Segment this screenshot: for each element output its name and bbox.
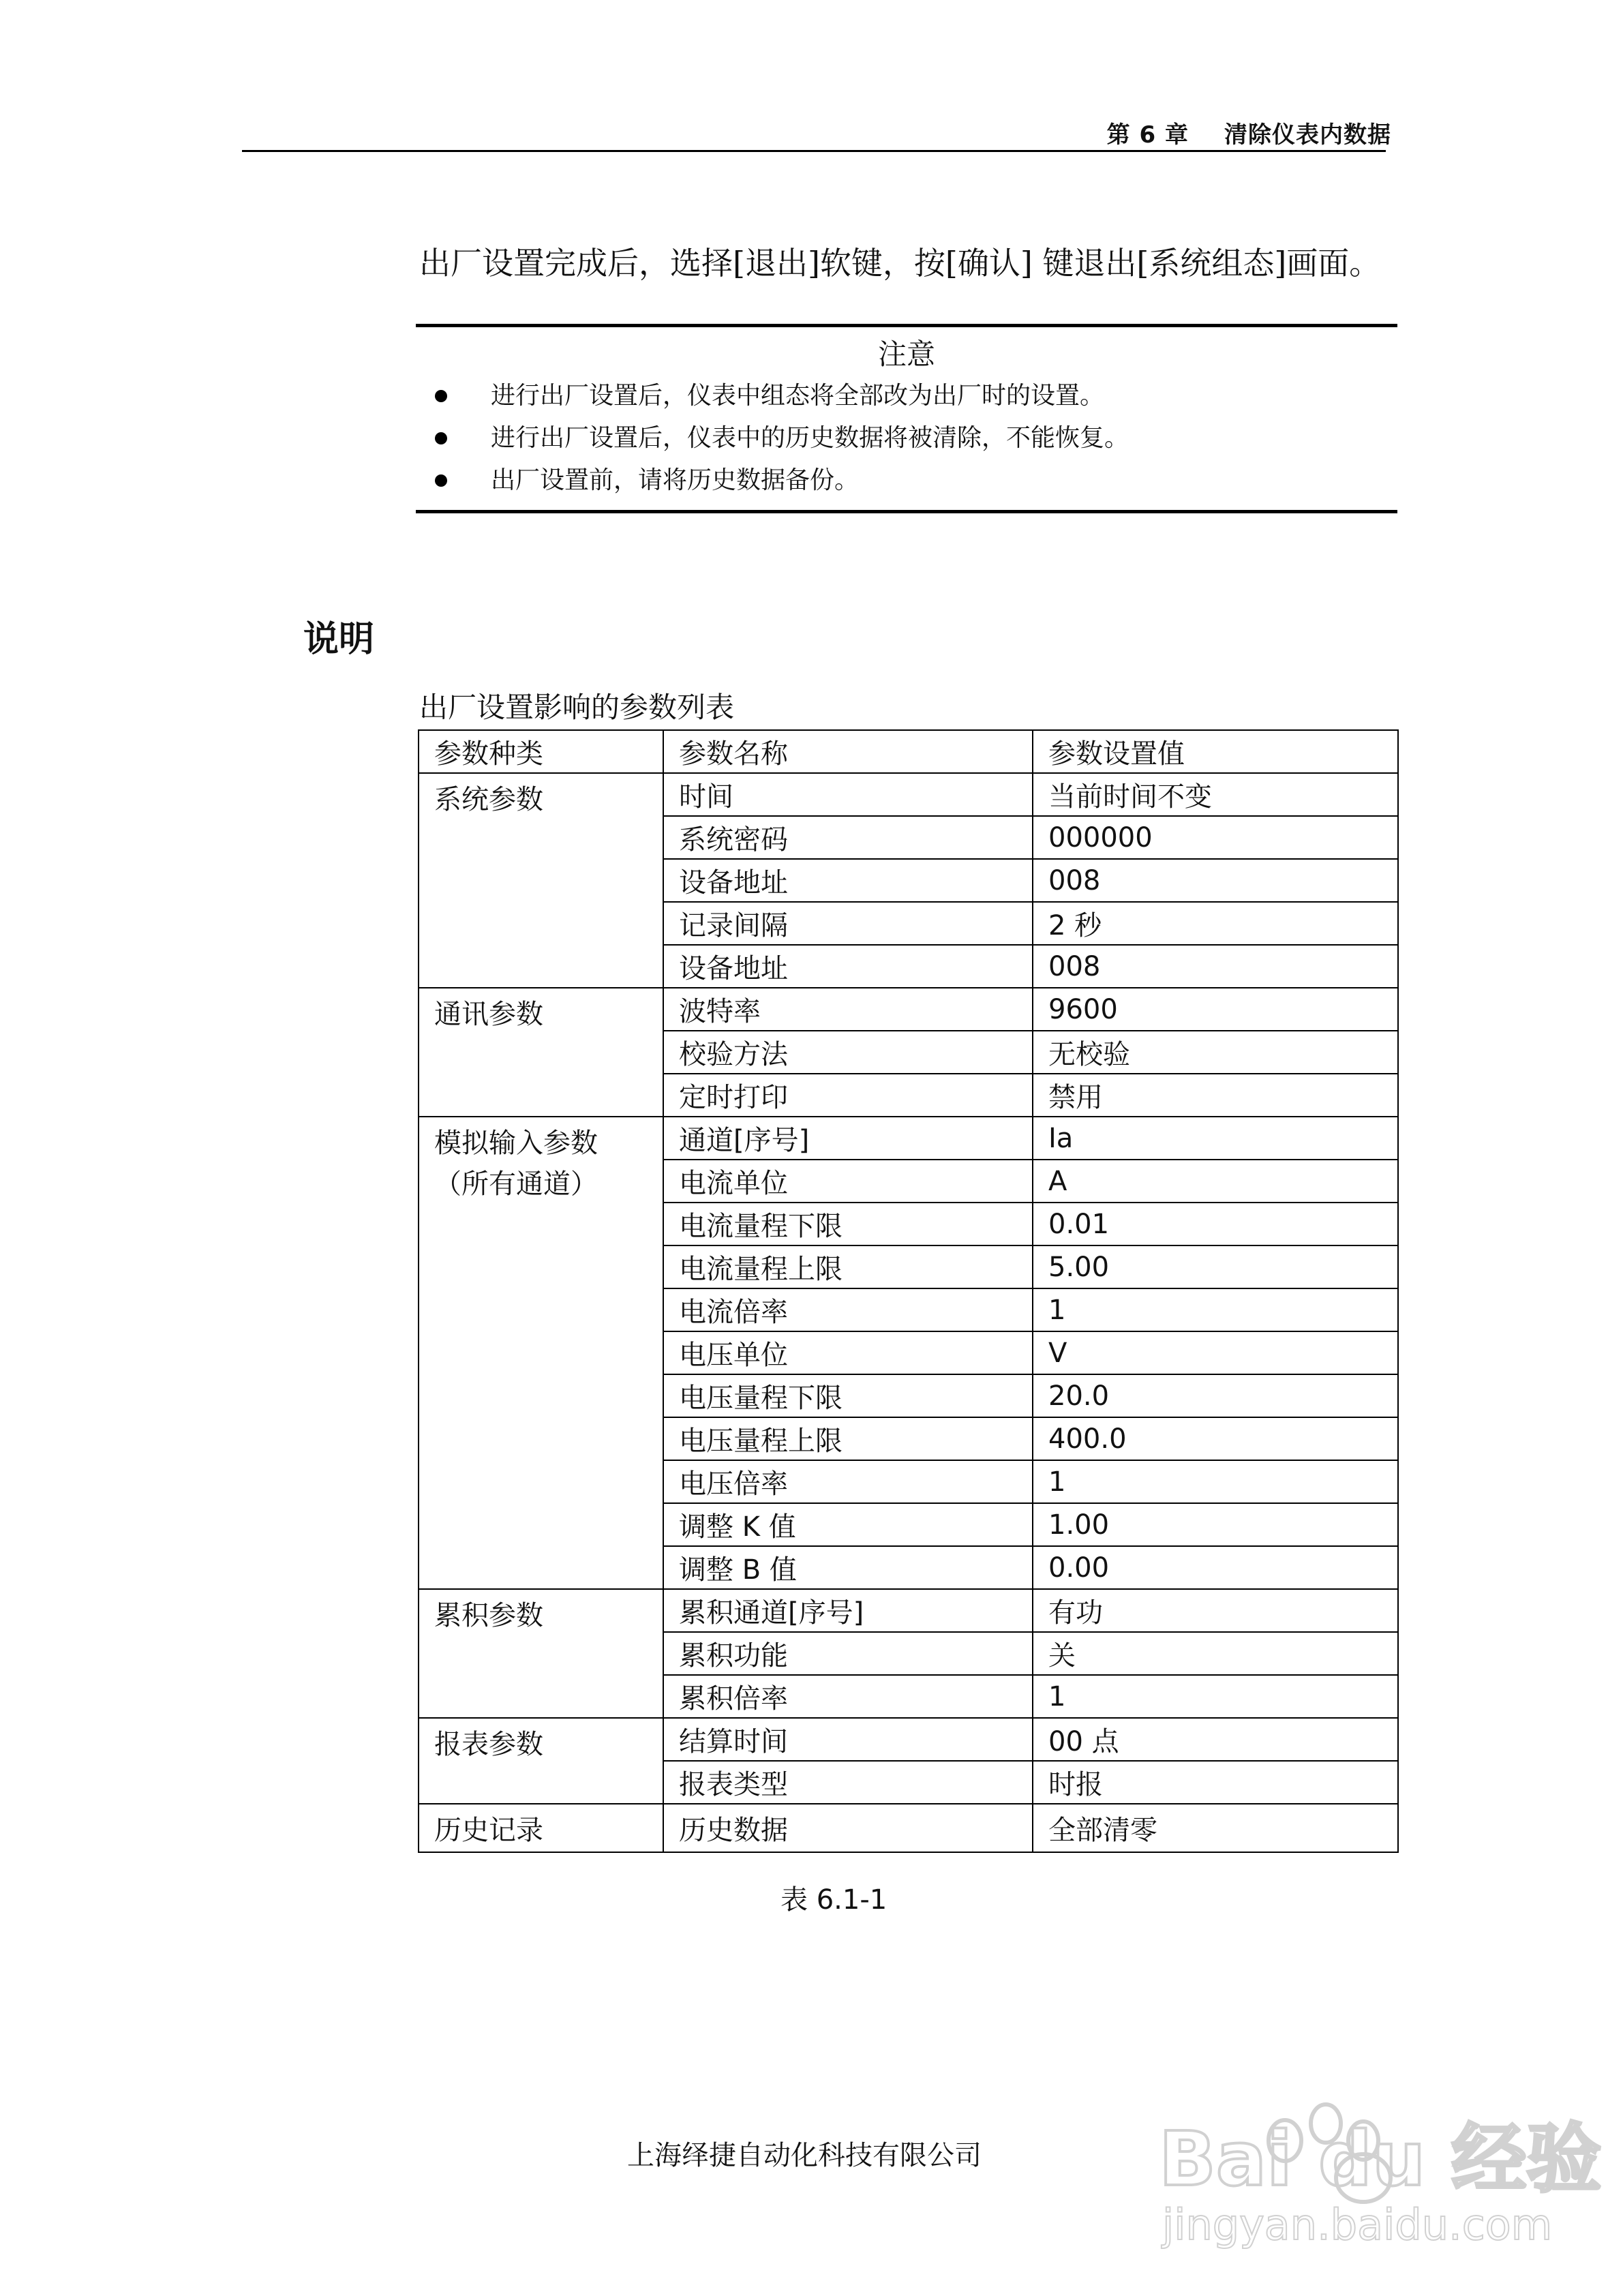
param-value-cell: V bbox=[1033, 1331, 1398, 1374]
param-value-cell: 无校验 bbox=[1033, 1031, 1398, 1074]
category-cell bbox=[419, 1589, 663, 1718]
category-label: 系统参数 bbox=[434, 784, 543, 815]
param-value-cell: 1 bbox=[1033, 1675, 1398, 1718]
note-item bbox=[416, 375, 1397, 417]
param-name-cell: 结算时间 bbox=[663, 1718, 1033, 1761]
note-box bbox=[416, 324, 1397, 513]
param-name-cell: 电流量程下限 bbox=[663, 1203, 1033, 1245]
param-value-cell: 全部清零 bbox=[1033, 1804, 1398, 1852]
category-cell bbox=[419, 1718, 663, 1804]
note-text: 出厂设置前，请将历史数据备份。 bbox=[491, 466, 860, 494]
category-label: 报表参数 bbox=[434, 1729, 543, 1760]
category-label: 历史记录 bbox=[434, 1815, 543, 1846]
param-name-cell: 记录间隔 bbox=[663, 902, 1033, 945]
table-title: 出厂设置影响的参数列表 bbox=[419, 691, 735, 724]
param-value-cell: 禁用 bbox=[1033, 1074, 1398, 1117]
param-name-cell: 校验方法 bbox=[663, 1031, 1033, 1074]
note-item bbox=[416, 417, 1397, 459]
param-value-cell: 1.00 bbox=[1033, 1503, 1398, 1546]
param-value-cell: 5.00 bbox=[1033, 1245, 1398, 1288]
param-value-cell: 00 点 bbox=[1033, 1718, 1398, 1761]
param-value-cell: 20.0 bbox=[1033, 1374, 1398, 1417]
param-name-cell: 电流单位 bbox=[663, 1160, 1033, 1203]
param-value-cell: Ia bbox=[1033, 1117, 1398, 1160]
param-value-cell: 400.0 bbox=[1033, 1417, 1398, 1460]
column-header: 参数设置值 bbox=[1033, 730, 1398, 773]
category-label: 累积参数 bbox=[434, 1600, 543, 1631]
param-name-cell: 电压倍率 bbox=[663, 1460, 1033, 1503]
param-value-cell: 2 秒 bbox=[1033, 902, 1398, 945]
category-cell bbox=[419, 988, 663, 1117]
column-header: 参数名称 bbox=[663, 730, 1033, 773]
param-value-cell: 000000 bbox=[1033, 816, 1398, 859]
table-header-row bbox=[419, 730, 1398, 773]
note-text: 进行出厂设置后，仪表中的历史数据将被清除，不能恢复。 bbox=[491, 424, 1129, 452]
param-name-cell: 设备地址 bbox=[663, 859, 1033, 902]
param-name-cell: 定时打印 bbox=[663, 1074, 1033, 1117]
bullet-icon bbox=[435, 390, 447, 402]
param-name-cell: 时间 bbox=[663, 773, 1033, 816]
section-title: 说明 bbox=[303, 619, 375, 660]
table-row bbox=[419, 1589, 1398, 1632]
param-name-cell: 电压量程下限 bbox=[663, 1374, 1033, 1417]
table-row bbox=[419, 1804, 1398, 1852]
chapter-title: 清除仪表内数据 bbox=[1224, 121, 1391, 149]
column-header: 参数种类 bbox=[419, 730, 663, 773]
param-value-cell: 0.00 bbox=[1033, 1546, 1398, 1589]
param-name-cell: 电压量程上限 bbox=[663, 1417, 1033, 1460]
parameter-table bbox=[418, 729, 1399, 1853]
table-row bbox=[419, 1117, 1398, 1160]
watermark-brand: Bai du 经验 bbox=[1159, 2115, 1602, 2203]
note-title: 注意 bbox=[877, 337, 935, 371]
param-value-cell: 008 bbox=[1033, 945, 1398, 988]
category-label: 通讯参数 bbox=[434, 999, 543, 1030]
param-value-cell: 1 bbox=[1033, 1288, 1398, 1331]
header-divider bbox=[242, 150, 1386, 152]
category-sublabel: （所有通道） bbox=[434, 1168, 598, 1200]
table-row bbox=[419, 773, 1398, 816]
param-value-cell: 时报 bbox=[1033, 1761, 1398, 1804]
note-text: 进行出厂设置后，仪表中组态将全部改为出厂时的设置。 bbox=[491, 382, 1105, 410]
table-body bbox=[419, 773, 1398, 1852]
bullet-icon bbox=[435, 474, 447, 487]
param-value-cell: 1 bbox=[1033, 1460, 1398, 1503]
category-cell bbox=[419, 1804, 663, 1852]
param-name-cell: 累积通道[序号] bbox=[663, 1589, 1033, 1632]
category-cell bbox=[419, 773, 663, 988]
watermark-url: jingyan.baidu.com bbox=[1162, 2200, 1553, 2250]
intro-paragraph: 出厂设置完成后，选择[退出]软键，按[确认] 键退出[系统组态]画面。 bbox=[419, 245, 1381, 282]
param-name-cell: 通道[序号] bbox=[663, 1117, 1033, 1160]
param-name-cell: 电流量程上限 bbox=[663, 1245, 1033, 1288]
category-label: 模拟输入参数 bbox=[434, 1128, 598, 1159]
baidu-jingyan-watermark bbox=[1159, 2076, 1602, 2253]
chapter-number: 第 6 章 bbox=[1106, 121, 1189, 149]
chapter-header bbox=[1107, 116, 1391, 149]
param-value-cell: 有功 bbox=[1033, 1589, 1398, 1632]
bullet-icon bbox=[435, 432, 447, 444]
param-name-cell: 调整 K 值 bbox=[663, 1503, 1033, 1546]
param-name-cell: 累积功能 bbox=[663, 1632, 1033, 1675]
param-name-cell: 电流倍率 bbox=[663, 1288, 1033, 1331]
param-name-cell: 电压单位 bbox=[663, 1331, 1033, 1374]
note-item bbox=[416, 459, 1397, 502]
param-value-cell: 当前时间不变 bbox=[1033, 773, 1398, 816]
param-name-cell: 调整 B 值 bbox=[663, 1546, 1033, 1589]
param-value-cell: 关 bbox=[1033, 1632, 1398, 1675]
category-cell bbox=[419, 1117, 663, 1589]
table-row bbox=[419, 988, 1398, 1031]
param-value-cell: 0.01 bbox=[1033, 1203, 1398, 1245]
param-name-cell: 设备地址 bbox=[663, 945, 1033, 988]
param-value-cell: 008 bbox=[1033, 859, 1398, 902]
param-value-cell: 9600 bbox=[1033, 988, 1398, 1031]
param-value-cell: A bbox=[1033, 1160, 1398, 1203]
param-name-cell: 累积倍率 bbox=[663, 1675, 1033, 1718]
param-name-cell: 波特率 bbox=[663, 988, 1033, 1031]
param-name-cell: 历史数据 bbox=[663, 1804, 1033, 1852]
table-row bbox=[419, 1718, 1398, 1761]
table-caption: 表 6.1-1 bbox=[780, 1884, 888, 1916]
param-name-cell: 系统密码 bbox=[663, 816, 1033, 859]
company-footer: 上海绎捷自动化科技有限公司 bbox=[627, 2140, 982, 2171]
param-name-cell: 报表类型 bbox=[663, 1761, 1033, 1804]
